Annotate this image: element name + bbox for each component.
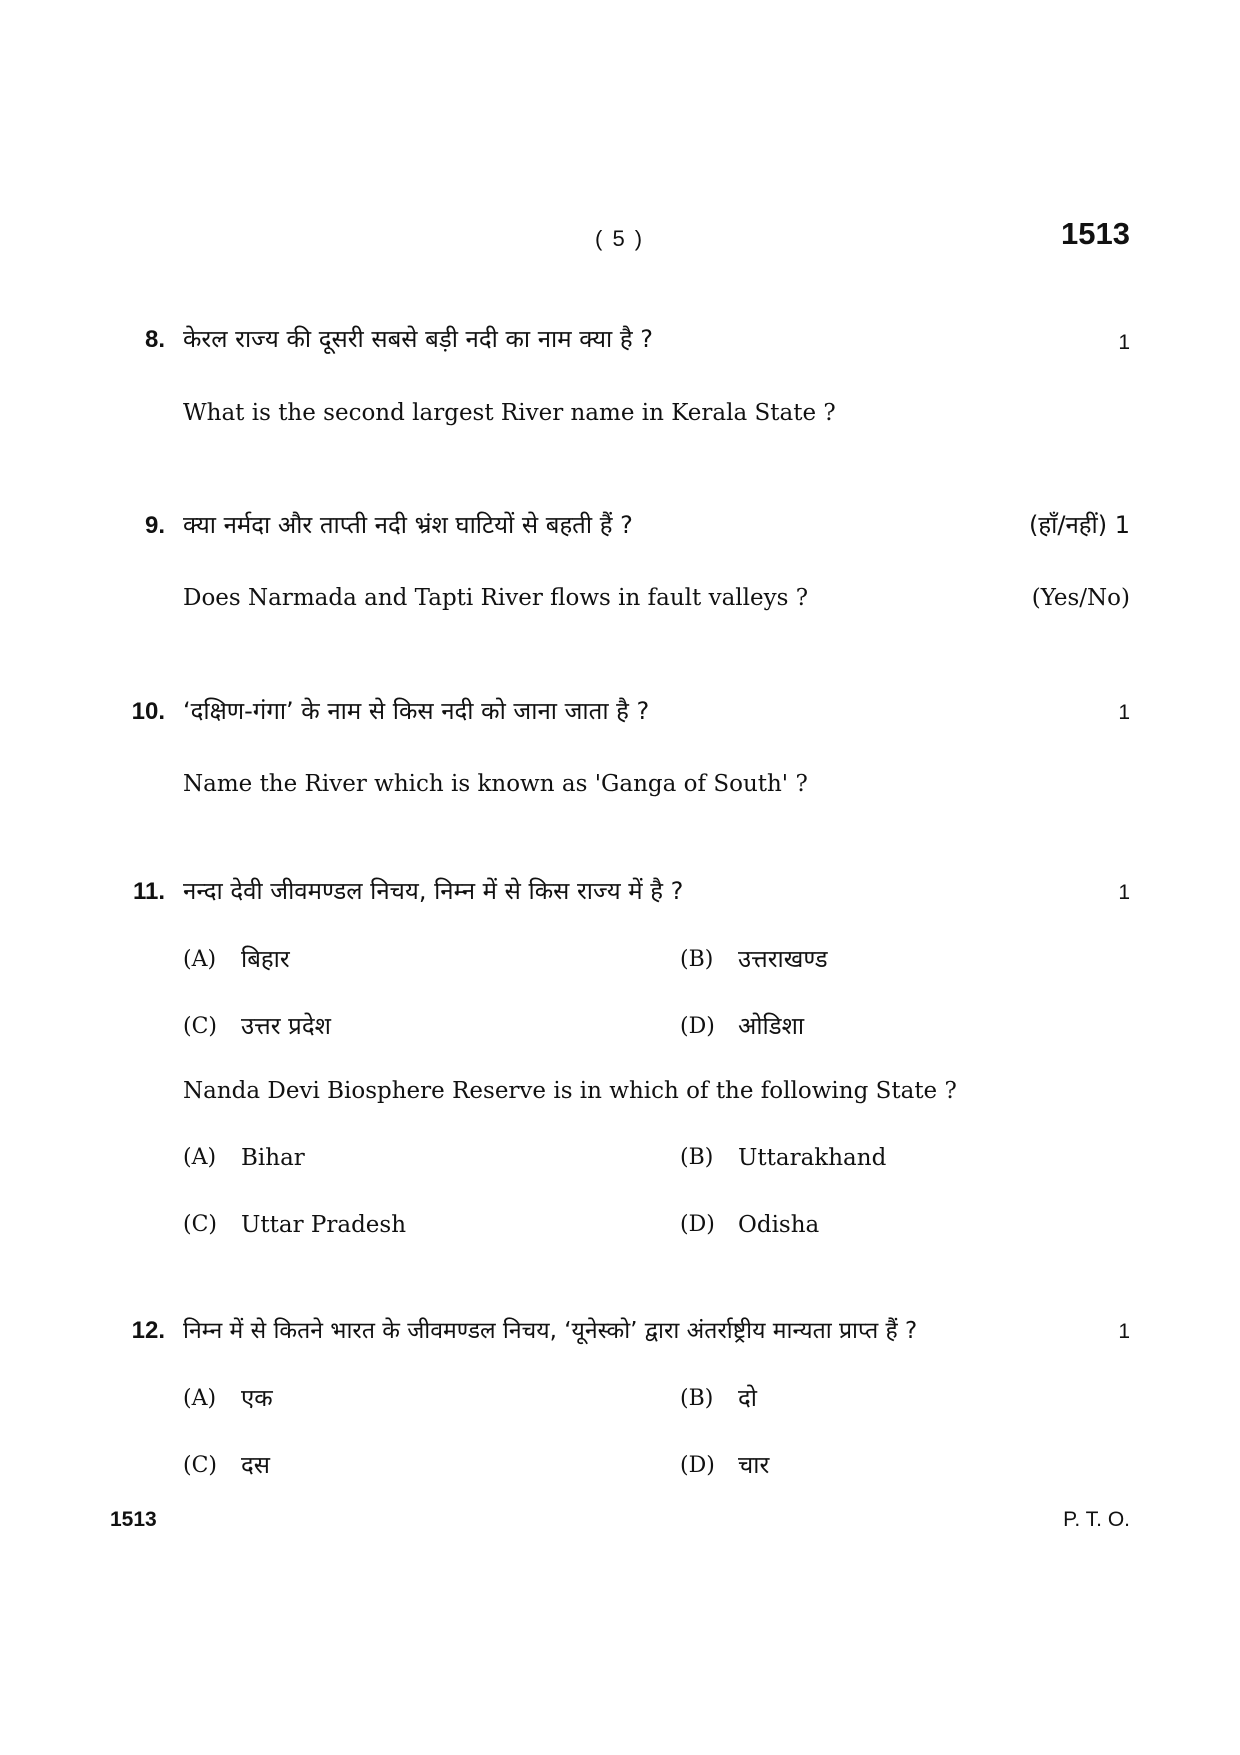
question-12-hindi: निम्न में से कितने भारत के जीवमण्डल निचय, ‘यूनेस्को’ द्वारा अंतर्राष्ट्रीय मान्यता प्राप्त हैं ?	[183, 1318, 918, 1344]
q12-hindi-option-d-text: चार	[738, 1451, 770, 1479]
q12-hindi-option-a-text: एक	[241, 1384, 273, 1412]
pto-label: P. T. O.	[1063, 1508, 1130, 1531]
question-8-number: 8.	[144, 326, 165, 353]
q12-hindi-option-b-text: दो	[738, 1384, 757, 1412]
q11-english-option-a-text: Bihar	[241, 1145, 305, 1171]
q11-english-option-a-label: (A)	[183, 1145, 217, 1170]
question-8-marks: 1	[1118, 331, 1130, 354]
q12-hindi-option-b-label: (B)	[680, 1386, 714, 1411]
paper-code-footer: 1513	[110, 1508, 157, 1531]
question-8-english: What is the second largest River name in Kerala State ?	[183, 400, 836, 426]
page-number: ( 5 )	[595, 226, 645, 251]
question-8-hindi: केरल राज्य की दूसरी सबसे बड़ी नदी का नाम क्या है ?	[183, 325, 653, 353]
paper-code-header: 1513	[1061, 216, 1130, 251]
question-12-number: 12.	[131, 1317, 165, 1344]
question-12-marks: 1	[1118, 1320, 1130, 1343]
question-11-english: Nanda Devi Biosphere Reserve is in which of the following State ?	[183, 1078, 957, 1104]
question-11-marks: 1	[1118, 881, 1130, 904]
question-9-hindi-note: (हाँ/नहीं) 1	[1029, 511, 1130, 539]
q12-hindi-option-d-label: (D)	[680, 1453, 715, 1478]
question-11-hindi: नन्दा देवी जीवमण्डल निचय, निम्न में से किस राज्य में है ?	[183, 877, 684, 905]
question-9-number: 9.	[144, 512, 165, 539]
q11-english-option-c-label: (C)	[183, 1212, 217, 1237]
q12-hindi-option-c-label: (C)	[183, 1453, 217, 1478]
q11-english-option-b-text: Uttarakhand	[738, 1145, 887, 1171]
q11-hindi-option-b-label: (B)	[680, 947, 714, 972]
q11-hindi-option-a-label: (A)	[183, 947, 217, 972]
question-10-marks: 1	[1118, 701, 1130, 724]
q11-hindi-option-b-text: उत्तराखण्ड	[738, 945, 828, 973]
question-10-english: Name the River which is known as 'Ganga of South' ?	[183, 771, 808, 797]
q11-english-option-b-label: (B)	[680, 1145, 714, 1170]
q11-hindi-option-c-label: (C)	[183, 1014, 217, 1039]
question-10-number: 10.	[131, 698, 165, 725]
q11-english-option-c-text: Uttar Pradesh	[241, 1212, 407, 1238]
q11-hindi-option-c-text: उत्तर प्रदेश	[241, 1012, 331, 1040]
q11-hindi-option-d-label: (D)	[680, 1014, 715, 1039]
question-11-number: 11.	[132, 878, 165, 905]
q12-hindi-option-a-label: (A)	[183, 1386, 217, 1411]
q12-hindi-option-c-text: दस	[241, 1451, 270, 1479]
question-9-english-note: (Yes/No)	[1031, 585, 1130, 611]
q11-hindi-option-d-text: ओडिशा	[738, 1012, 805, 1040]
q11-english-option-d-label: (D)	[680, 1212, 715, 1237]
question-9-hindi: क्या नर्मदा और ताप्ती नदी भ्रंश घाटियों से बहती हैं ?	[183, 511, 633, 539]
q11-hindi-option-a-text: बिहार	[241, 945, 290, 973]
question-9-english: Does Narmada and Tapti River flows in fault valleys ?	[183, 585, 809, 611]
q11-english-option-d-text: Odisha	[738, 1212, 820, 1238]
question-10-hindi: ‘दक्षिण-गंगा’ के नाम से किस नदी को जाना जाता है ?	[183, 697, 650, 725]
